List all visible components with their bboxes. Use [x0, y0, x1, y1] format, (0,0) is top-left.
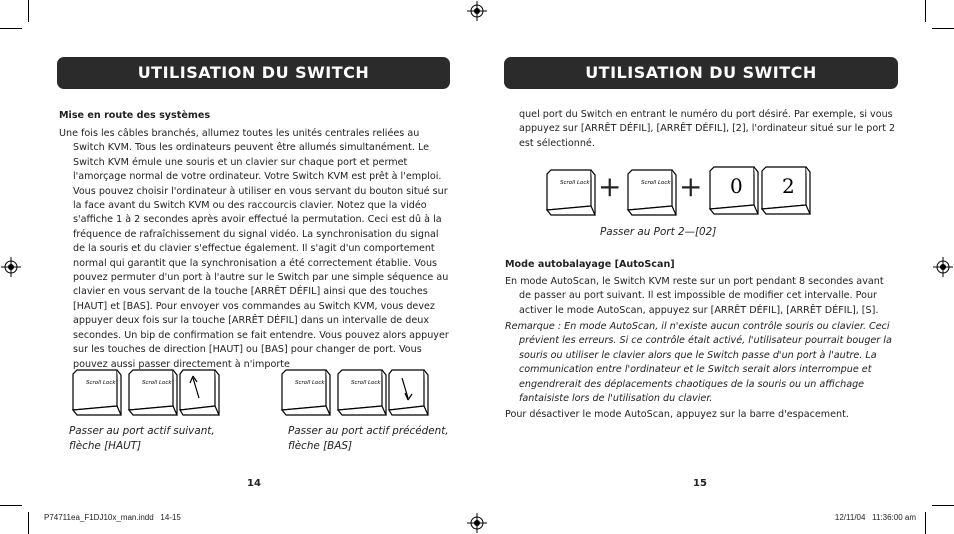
two-label: 2: [782, 174, 795, 198]
plus-sign: +: [679, 170, 703, 203]
crop-mark: [925, 0, 926, 22]
plus-sign: +: [598, 170, 622, 203]
body-text: Une fois les câbles branchés, allumez toutes les unités centrales reliées au Switch KVM. Tous les ordinateurs peuvent être allumés simultanément. Le Switch KVM émule une souris et un clavier sur chaque port et permet l'amorçage normal de votre ordinateur. Votre Switch KVM est prêt à l'emploi. Vous pouvez choisir l'ordinateur à utiliser en vous servant du bouton situé sur la face avant du Switch KVM ou des raccourcis clavier. Notez que la vidéo s'affiche 1 à 2 secondes après avoir effectué la permutation. Ceci est dû à la fréquence de rafraîchissement du signal vidéo. La synchronisation du signal de la souris et du clavier s'effectue également. Il s'agit d'un comportement normal qui garantit que la synchronisation a été correctement établie. Vous pouvez permuter d'un port à l'autre sur le Switch par une simple séquence au clavier en vous servant de la touche [ARRÊT DÉFIL] ainsi que des touches [HAUT] et [BAS]. Pour envoyer vos commandes au Switch KVM, vous devez appuyer deux fois sur la touche [ARRÊT DÉFIL] dans un intervalle de deux secondes. Un bip de confirmation se fait entendre. Vous pouvez alors appuyer sur les touches de direction [HAUT] ou [BAS] pour changer de port. Vous pouvez aussi passer directement à n'importe: [59, 128, 449, 370]
down-arrow-key-icon: [386, 366, 432, 416]
body-paragraph: [59, 127, 450, 372]
up-arrow-key-icon: [177, 366, 223, 416]
section-heading: Mode autobalayage [AutoScan]: [505, 259, 675, 270]
body-text: Pour désactiver le mode AutoScan, appuyez sur la barre d'espacement.: [505, 409, 849, 420]
scroll-lock-label: Scroll Lock: [560, 180, 590, 186]
crop-mark: [28, 0, 29, 22]
autoscan-paragraph: [505, 275, 897, 318]
registration-mark-icon: [467, 1, 487, 21]
caption-port2: Passer au Port 2—[02]: [600, 226, 717, 238]
file-info: P74711ea_F1DJ10x_man.indd 14-15: [44, 513, 181, 522]
scroll-lock-key-icon: [543, 166, 599, 216]
crop-mark: [925, 512, 926, 534]
scroll-lock-key-icon: [125, 366, 181, 416]
crop-mark: [0, 28, 22, 29]
remark-text: Remarque : En mode AutoScan, il n'existe aucun contrôle souris ou clavier. Ceci prévient les erreurs. Si ce contrôle était activé, l'utilisateur pourrait bouger la souris ou utiliser le clavier alors que le Switch passe d'un port à l'autre. La communication entre l'ordinateur et le Switch serait alors interrompue et engendrerait des déplacements chaotiques de la souris ou un affichage fantaisiste lors de l'utilisation du clavier.: [505, 321, 892, 405]
scroll-lock-label: Scroll Lock: [351, 380, 381, 386]
zero-key-icon: [706, 163, 762, 215]
registration-mark-icon: [1, 257, 21, 277]
caption-up: Passer au port actif suivant, flèche [HAUT]: [69, 425, 215, 452]
closing-paragraph: [505, 408, 897, 422]
crop-mark: [932, 28, 954, 29]
registration-mark-icon: [933, 257, 953, 277]
continuation-paragraph: [505, 108, 897, 151]
scroll-lock-label: Scroll Lock: [641, 180, 671, 186]
scroll-lock-key-icon: [624, 166, 680, 216]
two-key-icon: [758, 163, 814, 215]
section-heading: Mise en route des systèmes: [59, 110, 211, 121]
page-number-left: 14: [247, 478, 261, 489]
timestamp: 12/11/04 11:36:00 am: [834, 513, 916, 522]
registration-mark-icon: [467, 513, 487, 533]
body-text: En mode AutoScan, le Switch KVM reste sur un port pendant 8 secondes avant de passer au port suivant. Il est impossible de modifier cet intervalle. Pour activer le mode AutoScan, appuyez sur [ARRÊT DÉFIL], [ARRÊT DÉFIL], [S].: [505, 276, 884, 316]
page-number-right: 15: [693, 478, 707, 489]
scroll-lock-label: Scroll Lock: [86, 380, 116, 386]
scroll-lock-key-icon: [278, 366, 334, 416]
crop-mark: [932, 505, 954, 506]
caption-down: Passer au port actif précédent, flèche [BAS]: [288, 425, 449, 452]
scroll-lock-label: Scroll Lock: [142, 380, 172, 386]
body-text: quel port du Switch en entrant le numéro du port désiré. Par exemple, si vous appuyez sur [ARRÊT DÉFIL], [ARRÊT DÉFIL], [2], l'ordinateur situé sur le port 2 est sélectionné.: [519, 109, 896, 149]
page-title-left: UTILISATION DU SWITCH: [57, 57, 450, 89]
scroll-lock-label: Scroll Lock: [295, 380, 325, 386]
page-title-right: UTILISATION DU SWITCH: [504, 57, 898, 89]
crop-mark: [0, 505, 22, 506]
crop-mark: [28, 512, 29, 534]
zero-label: 0: [730, 174, 743, 198]
scroll-lock-key-icon: [334, 366, 390, 416]
remark-paragraph: [505, 320, 897, 406]
scroll-lock-key-icon: [69, 366, 125, 416]
